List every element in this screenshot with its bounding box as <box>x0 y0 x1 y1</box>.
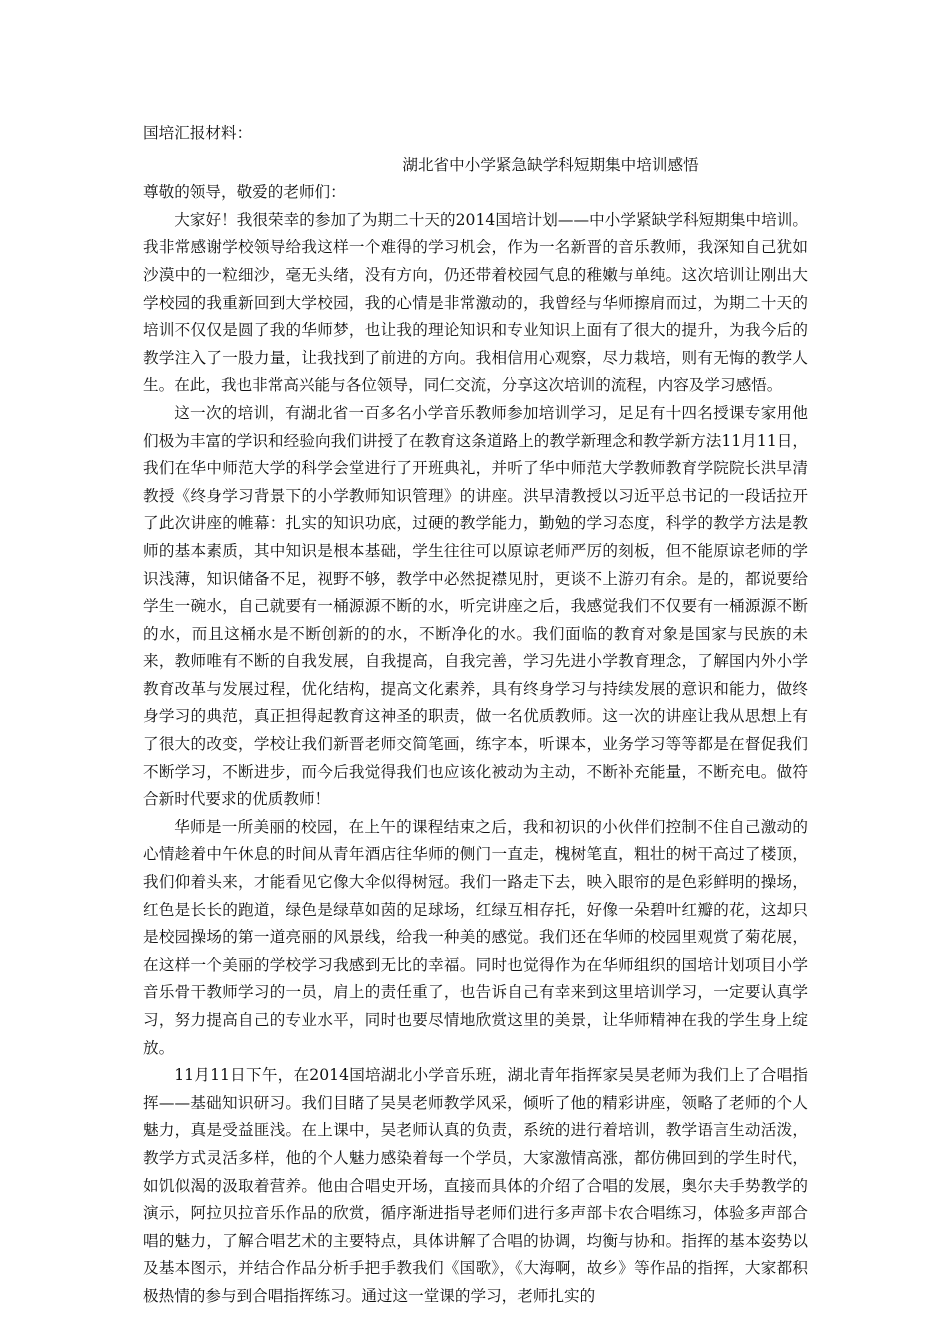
paragraph-choir: 11月11日下午，在2014国培湖北小学音乐班，湖北青年指挥家吴昊老师为我们上了合唱指挥——基础知识研习。我们目睹了吴昊老师教学风采，倾听了他的精彩讲座，领略了老师的个人魅力，真是受益匪浅。在上课中，吴老师认真的负责，系统的进行着培训，教学语言生动活泼，教学方式灵活多样，他的个人魅力感染着每一个学员，大家激情高涨，都仿佛回到的学生时代，如饥似渴的汲取着营养。他由合唱史开场，直接而具体的介绍了合唱的发展，奥尔夫手势教学的演示，阿拉贝拉音乐作品的欣赏，循序渐进指导老师们进行多声部卡农合唱练习，体验多声部合唱的魅力，了解合唱艺术的主要特点，具体讲解了合唱的协调，均衡与协和。指挥的基本姿势以及基本图示，并结合作品分析手把手教我们《国歌》，《大海啊，故乡》等作品的指挥，大家都积极热情的参与到合唱指挥练习。通过这一堂课的学习，老师扎实的 <box>143 1066 808 1305</box>
header-label: 国培汇报材料： <box>143 124 253 142</box>
paragraph-campus: 华师是一所美丽的校园，在上午的课程结束之后，我和初识的小伙伴们控制不住自己激动的心情趁着中午休息的时间从青年酒店往华师的侧门一直走，槐树笔直，粗壮的树干高过了楼顶，我们仰着头来，才能看见它像大伞似得树冠。我们一路走下去，映入眼帘的是色彩鲜明的操场，红色是长长的跑道，绿色是绿草如茵的足球场，红绿互相存托，好像一朵碧叶红瓣的花，这却只是校园操场的第一道亮丽的风景线，给我一种美的感觉。我们还在华师的校园里观赏了菊花展，在这样一个美丽的学校学习我感到无比的幸福。同时也觉得作为在华师组织的国培计划项目小学音乐骨干教师学习的一员，肩上的责任重了，也告诉自己有幸来到这里培训学习，一定要认真学习，努力提高自己的专业水平，同时也要尽情地欣赏这里的美景，让华师精神在我的学生身上绽放。 <box>143 817 808 1057</box>
salutation: 尊敬的领导，敬爱的老师们： <box>143 183 346 202</box>
document-page <box>143 120 808 1311</box>
document-title: 湖北省中小学紧急缺学科短期集中培训感悟 <box>402 155 699 174</box>
paragraph-lecture: 这一次的培训，有湖北省一百多名小学音乐教师参加培训学习，足足有十四名授课专家用他们极为丰富的学识和经验向我们讲授了在教育这条道路上的教学新理念和教学新方法11月11日，我们在华中师范大学的科学会堂进行了开班典礼，并听了华中师范大学教师教育学院院长洪早清教授《终身学习背景下的小学教师知识管理》的讲座。洪早清教授以习近平总书记的一段话拉开了此次讲座的帷幕：扎实的知识功底，过硬的教学能力，勤勉的学习态度，科学的教学方法是教师的基本素质，其中知识是根本基础，学生往往可以原谅老师严厉的刻板，但不能原谅老师的学识浅薄，知识储备不足，视野不够，教学中必然捉襟见肘，更谈不上游刃有余。是的，都说要给学生一碗水，自己就要有一桶源源不断的水，听完讲座之后，我感觉我们不仅要有一桶源源不断的水，而且这桶水是不断创新的的水，不断净化的水。我们面临的教育对象是国家与民族的未来，教师唯有不断的自我发展，自我提高，自我完善，学习先进小学教育理念，了解国内外小学教育改革与发展过程，优化结构，提高文化素养，具有终身学习与持续发展的意识和能力，做终身学习的典范，真正担得起教育这神圣的职责，做一名优质教师。这一次的讲座让我从思想上有了很大的改变，学校让我们新晋老师交简笔画，练字本，听课本，业务学习等等都是在督促我们不断学习，不断进步，而今后我觉得我们也应该化被动为主动，不断补充能量，不断充电。做符合新时代要求的优质教师！ <box>143 403 808 809</box>
paragraph-intro: 大家好！我很荣幸的参加了为期二十天的2014国培计划——中小学紧缺学科短期集中培训。我非常感谢学校领导给我这样一个难得的学习机会，作为一名新晋的音乐教师，我深知自己犹如沙漠中的一粒细沙，毫无头绪，没有方向，仍还带着校园气息的稚嫩与单纯。这次培训让刚出大学校园的我重新回到大学校园，我的心情是非常激动的，我曾经与华师擦肩而过，为期二十天的培训不仅仅是圆了我的华师梦，也让我的理论知识和专业知识上面有了很大的提升，为我今后的教学注入了一股力量，让我找到了前进的方向。我相信用心观察，尽力栽培，则有无悔的教学人生。在此，我也非常高兴能与各位领导，同仁交流，分享这次培训的流程，内容及学习感悟。 <box>143 210 808 395</box>
